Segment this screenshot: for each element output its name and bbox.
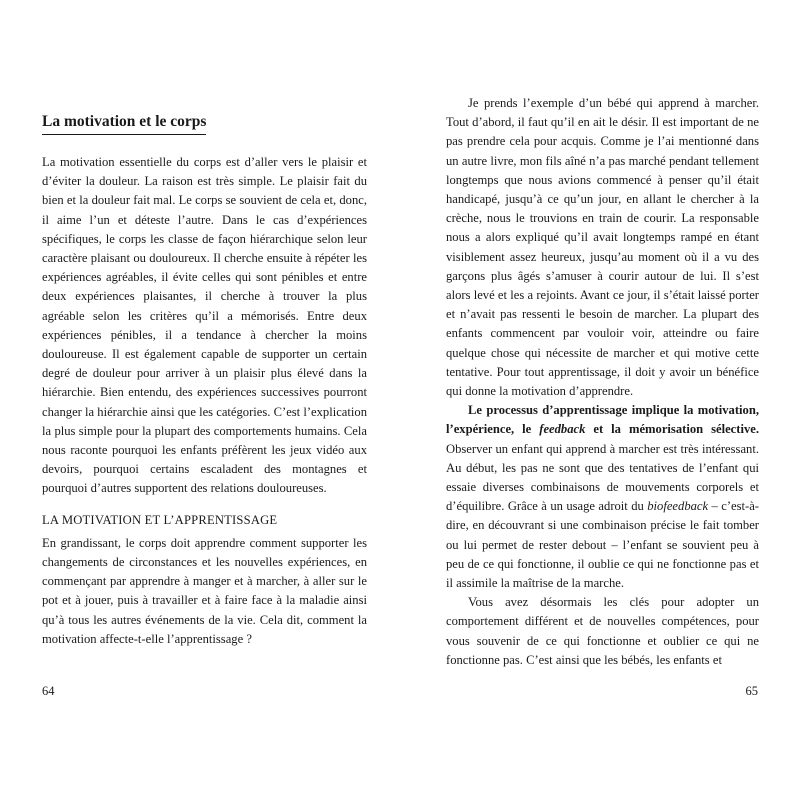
- chapter-title: La motivation et le corps: [42, 112, 206, 135]
- page-number-right: 65: [745, 684, 758, 698]
- section-heading: LA MOTIVATION ET L’APPRENTISSAGE: [42, 512, 278, 527]
- italic-biofeedback: biofeedback: [647, 499, 709, 514]
- left-paragraph-2: En grandissant, le corps doit apprendre comment supporter les changements de circonstances et les nouvelles expériences, en commençant par apprendre à manger et à marcher, à aller sur le pot et à jouer, puis à travailler et à faire face à la maladie ainsi qu’à tous les autres événements de la vie. Cela dit, comment la motivation affecte-t-elle l’apprentissage ?: [42, 535, 367, 646]
- paragraph-2-text-b: – c’est-à-dire, en découvrant si une combinaison précise le fait tomber ou lui permet de rester debout – l’enfant se souvient peu à peu de ce qui fonctionne, il oublie ce qui ne fonctionne pas et il assimile la maîtrise de la marche.: [446, 499, 759, 591]
- right-text-column: [446, 94, 759, 670]
- bold-lead-a: Le processus d’apprentissage implique la motivation, l’expérience, le: [446, 403, 759, 437]
- right-paragraph-3: Vous avez désormais les clés pour adopter un comportement différent et de nouvelles compétences, pour vous souvenir de ce qui fonctionne et oublier ce qui ne fonctionne pas. C’est ainsi que les bébés, les enfants et: [446, 595, 759, 667]
- page-number-left: 64: [42, 684, 55, 698]
- left-paragraph-1: La motivation essentielle du corps est d’aller vers le plaisir et d’éviter la douleur. La raison est très simple. Le plaisir fait du bien et la douleur fait mal. Le corps se souvient de cela et, donc, il aime l’un et déteste l’autre. Dans le cas d’expériences spécifiques, le corps les classe de façon hiérarchique selon leur caractère plaisant ou douloureux. Il cherche ensuite à répéter les expériences agréables, il évite celles qui sont pénibles et entre deux expériences plaisantes, il cherche à trouver la plus agréable selon les critères qu’il a mémorisés. Entre deux expériences pénibles, il a tendance à chercher la moins douloureuse. Il est également capable de supporter un certain degré de douleur pour arriver à un plaisir plus élevé dans la hiérarchie. Bien entendu, des expériences successives pourront changer la hiérarchie ainsi que les catégories. C’est l’explication la plus simple pour la plupart des comportements humains. Cela nous raconte pourquoi les enfants préfèrent les jeux vidéo aux devoirs, pourquoi certains escaladent des montagnes et pourquoi d’autres supportent des relations douloureuses.: [42, 155, 367, 496]
- right-paragraph-2: [446, 401, 759, 593]
- right-page: [400, 0, 800, 800]
- bold-italic-feedback: feedback: [539, 422, 586, 437]
- left-text-column: [42, 112, 367, 649]
- right-paragraph-1: Je prends l’exemple d’un bébé qui apprend à marcher. Tout d’abord, il faut qu’il en ait le désir. Il est important de ne pas prendre cela pour acquis. Comme je l’ai mentionné dans un autre livre, mon fils aîné n’a pas marché pendant tellement longtemps que nous avions commencé à penser qu’il était handicapé, jusqu’à ce qu’un jour, en allant le chercher à la crèche, nous le trouvions en train de courir. La responsable nous a alors expliqué qu’il avait longtemps rampé en étant visiblement assez heureux, jusqu’au moment où il a vu des garçons plus âgés s’amuser à courir autour de lui. Il s’est alors levé et les a rejoints. Avant ce jour, il s’était laissé porter et n’avait pas ressenti le besoin de marcher. La plupart des enfants commencent par vouloir voir, atteindre ou faire quelque chose qui nécessite de marcher et qui motive cette tentative. Pour tout apprentissage, il doit y avoir un bénéfice qui donne la motivation d’apprendre.: [446, 96, 759, 399]
- bold-lead-b: et la mémorisation sélective.: [585, 422, 760, 437]
- paragraph-2-text-a: Observer un enfant qui apprend à marcher est très intéressant. Au début, les pas ne sont que des tentatives de l’enfant qui essaie diverses combinaisons de mouvements corporels et d’équilibre. Grâce à un usage adroit du: [446, 441, 759, 514]
